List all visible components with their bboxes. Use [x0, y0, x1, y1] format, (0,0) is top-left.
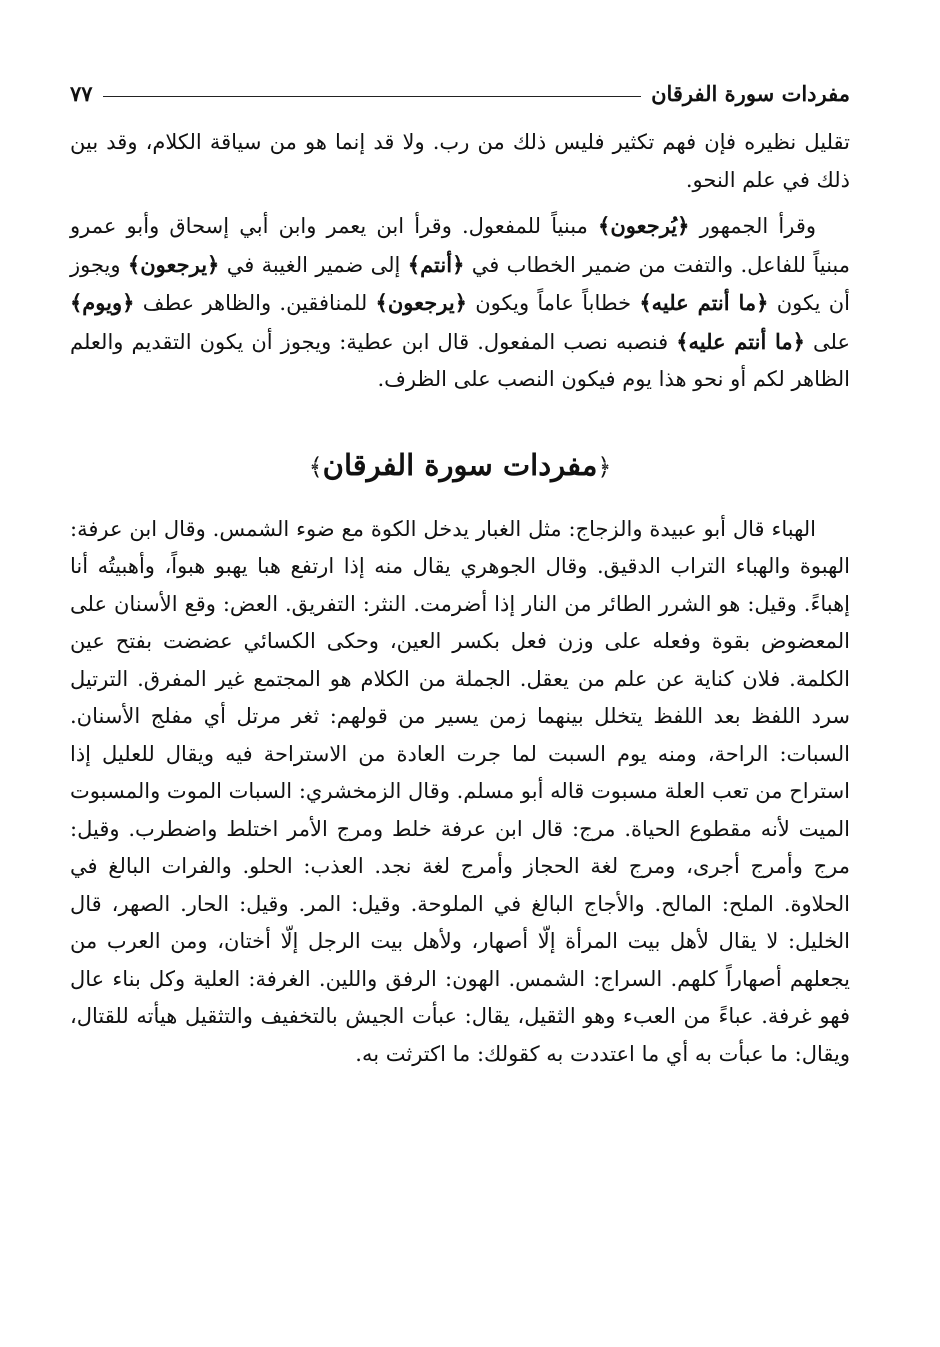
section-title-text: مفردات سورة الفرقان [322, 447, 598, 482]
quranic-quote: ﴿ما أنتم عليه﴾ [676, 328, 805, 354]
text-segment: إلى ضمير الغيبة في [226, 252, 401, 277]
quranic-quote: ﴿يُرجعون﴾ [598, 213, 690, 238]
quranic-quote: ﴿ويوم﴾ [70, 290, 135, 315]
quranic-quote: ﴿ما أنتم عليه﴾ [639, 290, 769, 315]
text-segment: للمنافقين. والظاهر عطف [142, 291, 368, 315]
paragraph-3: الهباء قال أبو عبيدة والزجاج: مثل الغبار يدخل الكوة مع ضوء الشمس. وقال ابن عرفة: الهبوة والهباء التراب الدقيق. وقال الجوهري يقال منه إذا ارتفع هبا يهبو هبواً، وأهبيتُه أنا إهباءً. وقيل: هو الشرر الطائر من النار إذا أضرمت. النثر: التفريق. العض: وقع الأسنان على المعضوض بقوة وفعله على وزن فعل بكسر العين، وحكى الكسائي عضضت بفتح عين الكلمة. فلان كناية عن علم من يعقل. الجملة من الكلام هو المجتمع غير المفرق. الترتيل سرد اللفظ بعد اللفظ يتخلل بينهما زمن يسير من قولهم: ثغر مرتل أي مفلج الأسنان. السبات: الراحة، ومنه يوم السبت لما جرت العادة من الاستراحة فيه ويقال للعليل إذا استراح من تعب العلة مسبوت قاله أبو مسلم. وقال الزمخشري: السبات الموت والمسبوت الميت لأنه مقطوع الحياة. مرج: قال ابن عرفة خلط ومرج الأمر اختلط واضطرب. وقيل: مرج وأمرج أجرى، ومرج لغة الحجاز وأمرج لغة نجد. العذب: الحلو. والفرات البالغ في الحلاوة. الملح: المالح. والأجاج البالغ في الملوحة. وقيل: المر. وقيل: الحار. الصهر، قال الخليل: لا يقال لأهل بيت المرأة إلّا أصهار، ولأهل بيت الرجل إلّا أختان، ومن العرب من يجعلهم أصهاراً كلهم. السراج: الشمس. الهون: الرفق واللين. الغرفة: العلية وكل بناء عال فهو غرفة. عباءً من العبء وهو الثقيل، يقال: عبأت الجيش بالتخفيف والتثقيل هيأته للقتال، ويقال: ما عبأت به أي ما اعتددت به كقولك: ما اكترثت به. [70, 516, 850, 1066]
ornament-right: ﴿ [597, 452, 612, 481]
quranic-quote: ﴿أنتم﴾ [407, 251, 465, 277]
text-segment: على [813, 329, 850, 354]
quranic-quote: ﴿يرجعون﴾ [375, 290, 467, 315]
text-segment: وقرأ الجمهور [699, 214, 817, 238]
body-text [70, 124, 850, 1073]
running-header [70, 72, 850, 106]
text-segment: فنصبه نصب المفعول. قال ابن عطية: ويجوز أن يكون التقديم والعلم الظاهر لكم أو نحو هذا يوم فيكون النصب على الظرف. [70, 329, 850, 391]
running-header-title: مفردات سورة الفرقان [651, 81, 850, 106]
text-segment: ويجوز أن يكون [70, 252, 850, 315]
text-segment: مبنياً للمفعول. وقرأ ابن يعمر وابن أبي إسحاق وأبو عمرو مبنياً للفاعل. والتفت من ضمير الخطاب في [70, 214, 850, 277]
text-segment: خطاباً عاماً ويكون [475, 291, 632, 315]
book-page [70, 72, 850, 1073]
section-title [70, 441, 850, 489]
page-number: ٧٧ [70, 81, 93, 106]
quranic-quote: ﴿يرجعون﴾ [127, 251, 220, 277]
paragraph-2 [70, 207, 850, 399]
ornament-left: ﴾ [308, 452, 323, 481]
paragraph-1: تقليل نظيره فإن فهم تكثير فليس ذلك من رب. ولا قد إنما هو من سياقة الكلام، وقد بين ذلك في علم النحو. [70, 130, 850, 192]
header-rule [103, 96, 642, 97]
